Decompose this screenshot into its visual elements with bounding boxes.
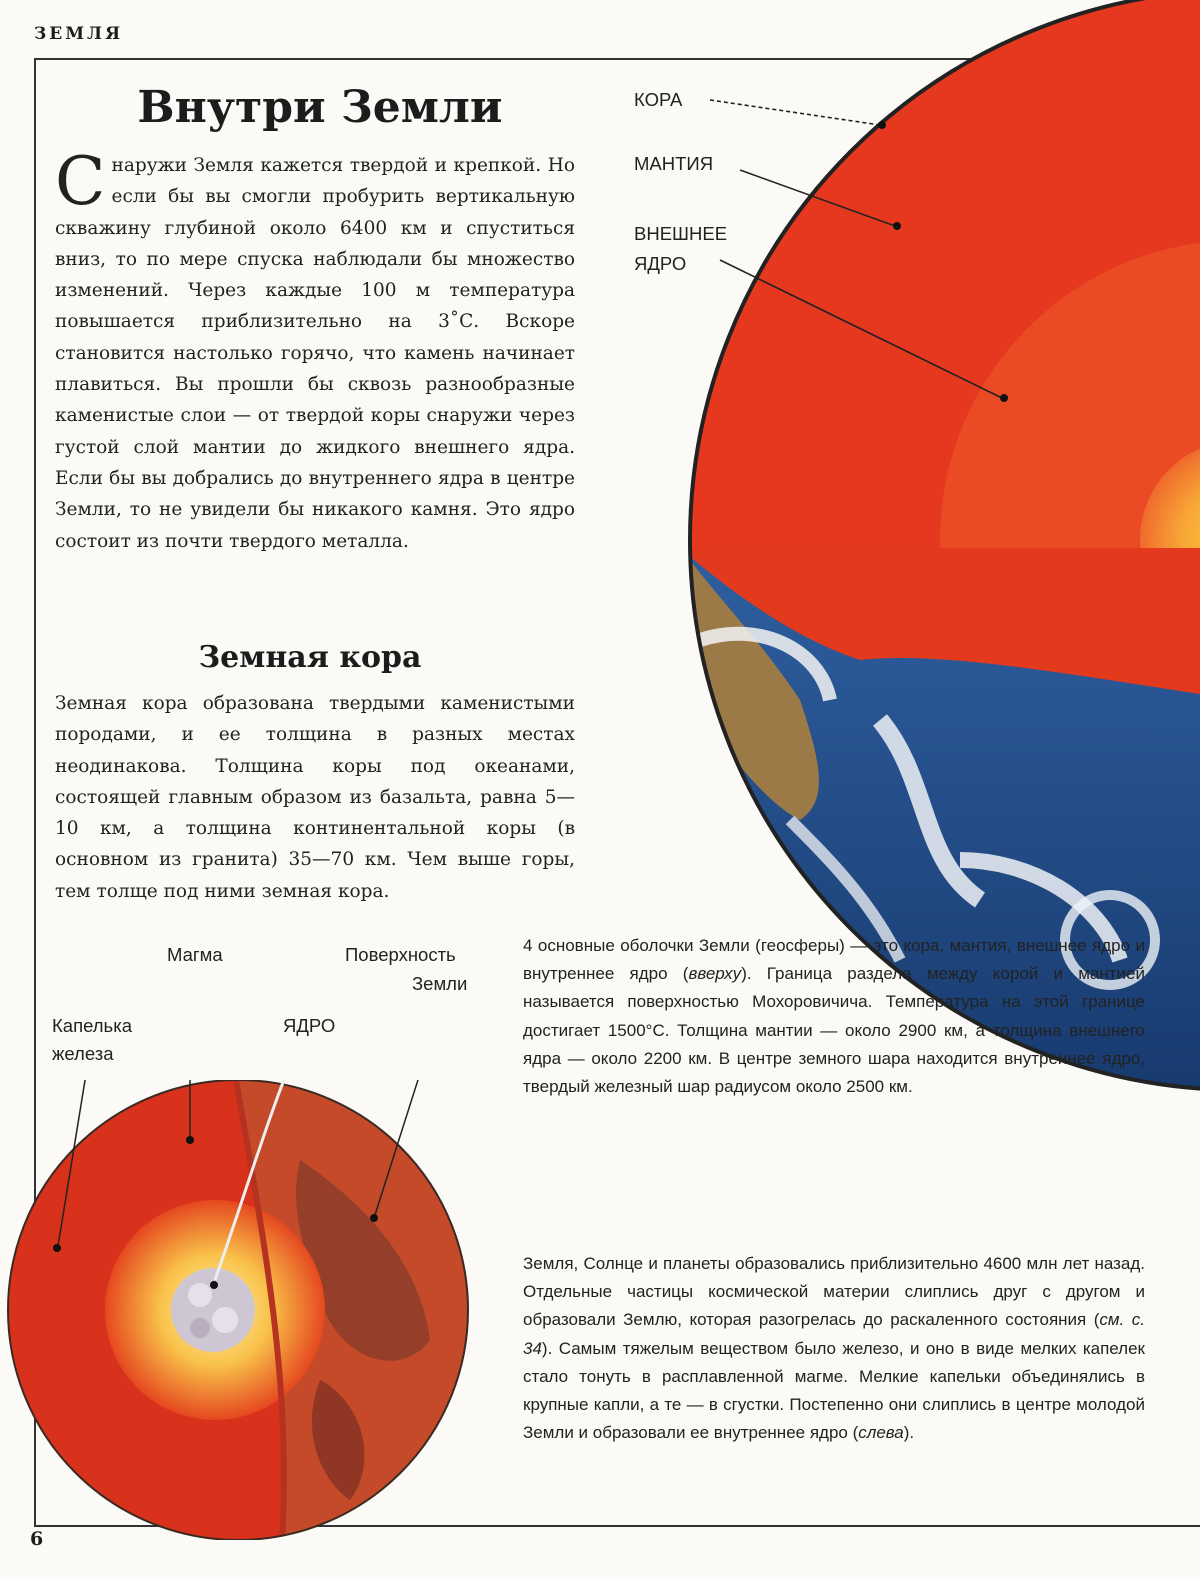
label-surface-line1: Поверхность xyxy=(345,944,456,965)
label-outer-core-line2: ЯДРО xyxy=(634,253,687,274)
caption-formation-text-2: ). Самым тяжелым веществом было железо, и оно в виде мелких капелек стало тонуть в расплавленной магме. Мелкие капельки объединялись в крупные капли, а те — в сгустки. Постепенно они слиплись в центре молодой Земли и образовали ее внутреннее ядро ( xyxy=(523,1338,1145,1443)
label-surface-line2: Земли xyxy=(412,973,468,994)
caption-layers-ref: вверху xyxy=(688,964,742,984)
section-header: ЗЕМЛЯ xyxy=(34,24,124,44)
page-title: Внутри Земли xyxy=(137,82,503,133)
intro-text: наружи Земля кажется твердой и крепкой. Но если бы вы смогли пробурить вертикальную скважину глубиной около 6400 км и спуститься вниз, то по мере спуска наблюдали бы множество изменений. Через каждые 100 м температура повышается приблизительно на 3˚С. Вскоре становится настолько горячо, что камень начинает плавиться. Вы прошли бы сквозь разнообразные каменистые слои — от твердой коры снаружи через густой слой мантии до жидкого внешнего ядра. Если бы вы добрались до внутреннего ядра в центре Земли, то не увидели бы никакого камня. Это ядро состоит из почти твердого металла. xyxy=(55,155,575,552)
label-droplet-line2: железа xyxy=(52,1043,114,1064)
label-droplet-line1: Капелька xyxy=(52,1015,132,1036)
caption-formation-ref-1: см. с. 34 xyxy=(523,1310,1145,1358)
caption-formation xyxy=(523,1250,1145,1447)
intro-paragraph xyxy=(55,143,575,557)
drop-cap: С xyxy=(55,143,106,220)
label-mantle: МАНТИЯ xyxy=(634,153,714,174)
caption-formation-text-1: Земля, Солнце и планеты образовались приблизительно 4600 млн лет назад. Отдельные частицы космической материи слиплись друг с другом и образовали Землю, которая разогрелась до раскаленного состояния ( xyxy=(523,1254,1145,1330)
crust-paragraph: Земная кора образована твердыми каменистыми породами, и ее толщина в разных местах неодинакова. Толщина коры под океанами, состоящей главным образом из базальта, равна 5—10 км, а толщина континентальной коры (в основном из гранита) 35—70 км. Чем выше горы, тем толще под ними земная кора. xyxy=(55,693,575,902)
crust-heading: Земная кора xyxy=(198,640,422,675)
caption-formation-text-3: ). xyxy=(903,1423,915,1443)
caption-formation-ref-2: слева xyxy=(858,1423,904,1443)
caption-layers-text-1: 4 основные оболочки Земли (геосферы) — это кора, мантия, внешнее ядро и внутреннее ядро ( xyxy=(523,936,1145,984)
caption-layers xyxy=(523,932,1145,1101)
young-earth-illustration xyxy=(0,1080,480,1540)
label-core: ЯДРО xyxy=(283,1015,336,1036)
label-crust: КОРА xyxy=(634,89,683,110)
page-number: 6 xyxy=(30,1528,44,1550)
label-magma: Магма xyxy=(167,944,223,965)
label-outer-core-line1: ВНЕШНЕЕ xyxy=(634,223,728,244)
caption-layers-text-2: ). Граница раздела между корой и мантией называется поверхностью Мохоровичича. Температура на этой границе достигает 1500°С. Толщина мантии — около 2900 км, а толщина внешнего ядра — около 2200 км. В центре земного шара находится внутреннее ядро, твердый железный шар радиусом около 2500 км. xyxy=(523,964,1145,1097)
